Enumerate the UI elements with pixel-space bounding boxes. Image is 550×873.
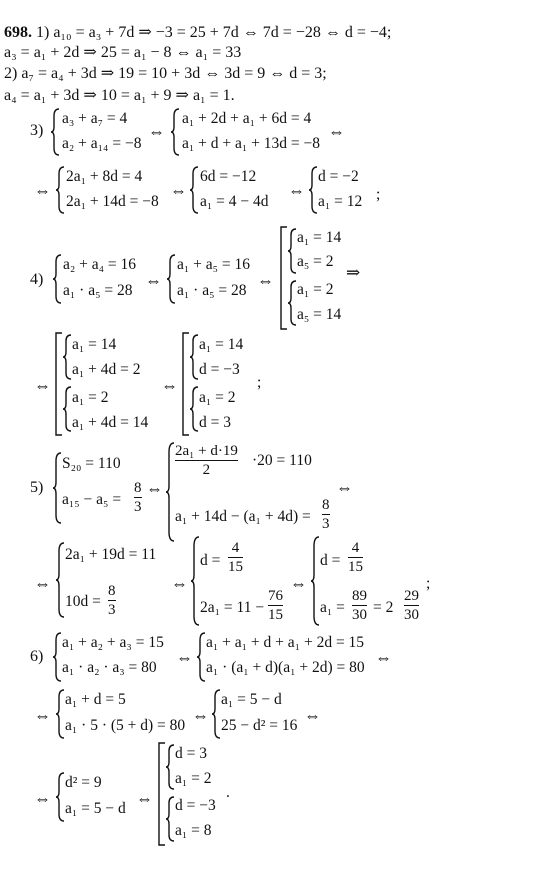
brace <box>62 334 72 380</box>
fraction <box>175 443 238 478</box>
line-p2-a <box>4 65 327 83</box>
iff-symbol: ⇔ <box>146 479 163 498</box>
p5-label: 5) <box>30 479 44 496</box>
iff-symbol: ⇔ <box>34 376 51 395</box>
p6-s6a-top: d = 3 <box>175 745 207 762</box>
iff-symbol: ⇔ <box>136 789 153 808</box>
p5-s5-top-left: d = <box>320 552 341 569</box>
fraction <box>228 540 243 575</box>
p3-s5-bot: a₁ = 12 <box>318 193 363 210</box>
denominator: 30 <box>352 607 367 623</box>
brace <box>211 689 221 739</box>
numerator: 4 <box>231 540 240 556</box>
p6-s5-bot: a₁ = 5 − d <box>65 800 126 817</box>
iff-symbol: ⇔ <box>170 181 187 200</box>
p5-s2-top-rest: ·20 = 110 <box>252 452 312 469</box>
p3-s5-top: d = −2 <box>318 168 359 185</box>
p3-label: 3) <box>30 122 44 139</box>
p5-s4-top-left: d = <box>200 552 221 569</box>
fraction <box>348 540 363 575</box>
p5-s5-bot-mid: = 2 <box>373 599 394 616</box>
numerator: 8 <box>134 480 142 496</box>
p4-end: ; <box>257 374 262 391</box>
p3-s2-top: a₁ + 2d + a₁ + 6d = 4 <box>182 110 312 127</box>
p5-s2-bot-left: a₁ + 14d − (a₁ + 4d) = <box>175 508 311 525</box>
brace <box>55 542 65 618</box>
brace <box>287 280 297 326</box>
p3-s4-bot: a₁ = 4 − 4d <box>200 193 269 210</box>
iff-symbol: ⇔ <box>34 181 51 200</box>
p4-s3b-top: a₁ = 2 <box>297 281 334 298</box>
brace <box>189 386 199 432</box>
brace <box>55 689 65 739</box>
iff-symbol: ⇔ <box>171 574 188 593</box>
fraction <box>134 480 142 515</box>
p4-s4a-top: a₁ = 14 <box>72 336 117 353</box>
fraction <box>404 588 419 623</box>
p2-line1: a₇ = a₄ + 3d ⇒ 19 = 10 + 3d ⇔ 3d = 9 ⇔ d = 3; <box>21 65 327 82</box>
numerator: 76 <box>268 588 283 604</box>
iff-symbol: ⇔ <box>375 648 392 667</box>
p5-s3-bot-left: 10d = <box>65 593 101 610</box>
brace <box>189 166 199 214</box>
denominator: 15 <box>228 559 243 575</box>
p1-line1: a₁₀ = a₃ + 7d ⇒ −3 = 25 + 7d ⇔ 7d = −28 ⇔ d = −4; <box>53 24 392 41</box>
fraction <box>108 583 116 618</box>
p4-s4a-bot: a₁ + 4d = 2 <box>72 361 141 378</box>
p5-s3-top: 2a₁ + 19d = 11 <box>65 546 157 563</box>
problem-number: 698. <box>4 24 32 41</box>
p5-s4-bot-left: 2a₁ = 11 − <box>200 599 265 616</box>
p4-s4b-top: a₁ = 2 <box>72 389 109 406</box>
iff-symbol: ⇔ <box>145 271 162 290</box>
p6-label: 6) <box>30 648 44 665</box>
p3-s3-bot: 2a₁ + 14d = −8 <box>66 193 159 210</box>
implies-symbol: ⇒ <box>346 263 361 282</box>
numerator: 89 <box>352 588 367 604</box>
brace <box>52 632 62 682</box>
p5-s1-top: S₂₀ = 110 <box>62 455 121 472</box>
p4-s4b-bot: a₁ + 4d = 14 <box>72 414 149 431</box>
iff-symbol: ⇔ <box>148 122 165 141</box>
p1-label: 1) <box>36 24 50 41</box>
iff-symbol: ⇔ <box>34 789 51 808</box>
brace <box>165 744 175 790</box>
numerator: 2a₁ + d·19 <box>175 443 238 459</box>
numerator: 29 <box>404 588 419 604</box>
p6-s3-top: a₁ + d = 5 <box>65 691 126 708</box>
denominator: 2 <box>202 462 211 478</box>
p4-s2-bot: a₁ · a₅ = 28 <box>177 282 247 299</box>
iff-symbol: ⇔ <box>290 574 307 593</box>
iff-symbol: ⇔ <box>328 122 345 141</box>
brace <box>165 796 175 842</box>
brace <box>287 228 297 274</box>
brace <box>55 772 65 822</box>
brace <box>52 254 62 304</box>
fraction <box>268 588 283 623</box>
p4-s2-top: a₁ + a₅ = 16 <box>177 256 251 273</box>
p4-s3b-bot: a₅ = 14 <box>297 306 342 323</box>
denominator: 3 <box>322 516 330 532</box>
denominator: 3 <box>134 499 142 515</box>
p2-line2: a₄ = a₁ + 3d ⇒ 10 = a₁ + 9 ⇒ a₁ = 1. <box>4 87 235 104</box>
fraction <box>352 588 367 623</box>
iff-symbol: ⇔ <box>34 574 51 593</box>
p4-s3a-bot: a₅ = 2 <box>297 253 334 270</box>
brace <box>189 334 199 380</box>
p1-line2: a₃ = a₁ + 2d ⇒ 25 = a₁ − 8 ⇔ a₁ = 33 <box>4 44 242 61</box>
iff-symbol: ⇔ <box>34 706 51 725</box>
denominator: 3 <box>108 602 116 618</box>
p5-s5-bot-left: a₁ = <box>320 599 345 616</box>
p4-s5a-top: a₁ = 14 <box>199 336 244 353</box>
numerator: 8 <box>108 583 116 599</box>
denominator: 15 <box>268 607 283 623</box>
iff-symbol: ⇔ <box>288 181 305 200</box>
p3-end: ; <box>376 186 381 203</box>
p6-s4-bot: 25 − d² = 16 <box>221 717 298 734</box>
brace <box>165 442 175 542</box>
brace <box>50 108 60 156</box>
p6-s6b-bot: a₁ = 8 <box>175 822 212 839</box>
brace <box>196 632 206 682</box>
p4-label: 4) <box>30 271 44 288</box>
p6-s1-top: a₁ + a₂ + a₃ = 15 <box>62 634 164 651</box>
brace <box>310 536 320 626</box>
brace <box>170 108 180 156</box>
brace <box>190 536 200 626</box>
p4-s5b-top: a₁ = 2 <box>199 389 236 406</box>
iff-symbol: ⇔ <box>161 376 178 395</box>
p6-s1-bot: a₁ · a₂ · a₃ = 80 <box>62 659 157 676</box>
p6-end: . <box>226 784 230 801</box>
iff-symbol: ⇔ <box>176 648 193 667</box>
numerator: 4 <box>351 540 360 556</box>
p6-s3-bot: a₁ · 5 · (5 + d) = 80 <box>65 717 186 734</box>
fraction <box>322 497 330 532</box>
p6-s4-top: a₁ = 5 − d <box>221 691 282 708</box>
p3-s3-top: 2a₁ + 8d = 4 <box>66 168 143 185</box>
denominator: 15 <box>348 559 363 575</box>
iff-symbol: ⇔ <box>336 478 353 497</box>
p5-end: ; <box>426 575 431 592</box>
p6-s6a-bot: a₁ = 2 <box>175 770 212 787</box>
iff-symbol: ⇔ <box>304 706 321 725</box>
p6-s2-top: a₁ + a₁ + d + a₁ + 2d = 15 <box>206 634 365 651</box>
p4-s1-top: a₂ + a₄ = 16 <box>63 256 137 273</box>
iff-symbol: ⇔ <box>192 706 209 725</box>
brace <box>52 452 62 524</box>
brace <box>55 166 65 214</box>
p2-label: 2) <box>4 65 18 82</box>
p6-s2-bot: a₁ · (a₁ + d)(a₁ + 2d) = 80 <box>206 659 365 676</box>
brace <box>62 386 72 432</box>
denominator: 30 <box>404 607 419 623</box>
p4-s3a-top: a₁ = 14 <box>297 229 342 246</box>
p3-s4-top: 6d = −12 <box>200 168 257 185</box>
p4-s5b-bot: d = 3 <box>199 414 231 431</box>
p6-s6b-top: d = −3 <box>175 797 216 814</box>
line-p1-a <box>4 24 391 42</box>
p3-s2-bot: a₁ + d + a₁ + 13d = −8 <box>182 135 321 152</box>
brace <box>166 254 176 304</box>
p6-s5-top: d² = 9 <box>65 774 102 791</box>
numerator: 8 <box>322 497 330 513</box>
p5-s1-bot-left: a₁₅ − a₅ = <box>62 491 122 508</box>
p3-s1-bot: a₂ + a₁₄ = −8 <box>62 135 142 152</box>
iff-symbol: ⇔ <box>257 271 274 290</box>
p3-s1-top: a₃ + a₇ = 4 <box>62 110 128 127</box>
p4-s1-bot: a₁ · a₅ = 28 <box>63 282 133 299</box>
p4-s5a-bot: d = −3 <box>199 361 240 378</box>
brace <box>308 166 318 214</box>
